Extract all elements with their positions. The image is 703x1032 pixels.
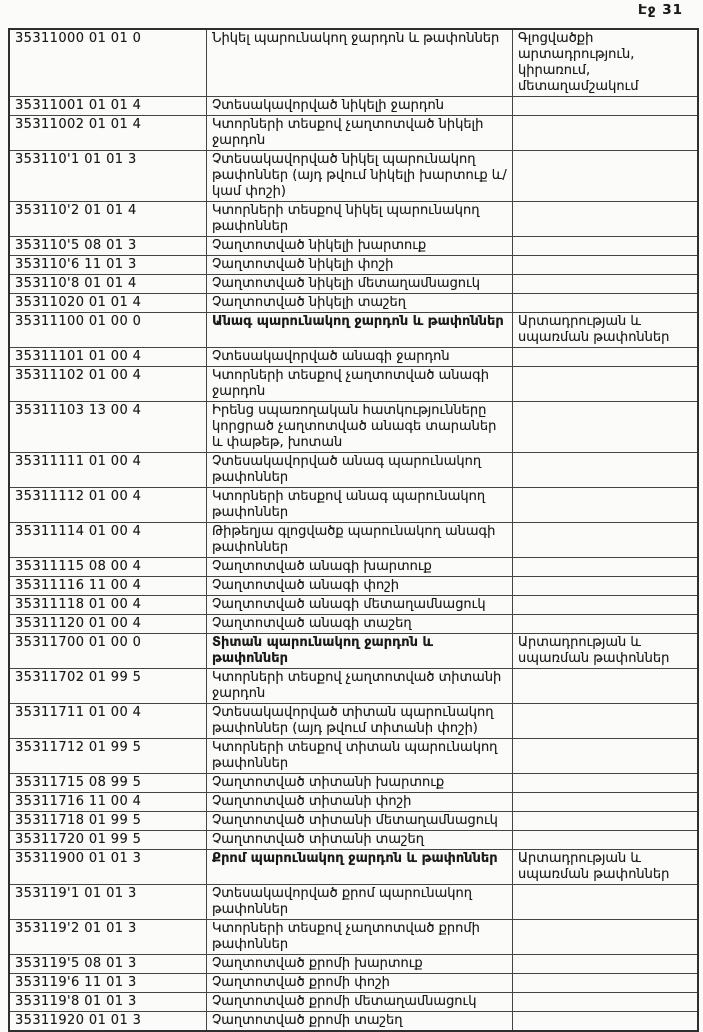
row-note-cell — [513, 367, 699, 402]
table-row — [9, 993, 698, 1012]
row-code-cell: 353119'2 01 01 3 — [9, 920, 207, 955]
row-code-cell: 353119'6 11 01 3 — [9, 974, 207, 993]
row-note-cell — [513, 488, 699, 523]
row-code-cell: 35311711 01 00 4 — [9, 704, 207, 739]
row-code-cell: 35311102 01 00 4 — [9, 367, 207, 402]
row-description-cell: Կտորների տեսքով չաղտոտված տիտանի ջարդոն — [207, 669, 513, 704]
row-note-cell — [513, 97, 699, 116]
row-description-cell: Նիկել պարունակող ջարդոն և թափոններ — [207, 29, 513, 97]
row-note-cell — [513, 831, 699, 850]
row-code-cell: 35311116 11 00 4 — [9, 577, 207, 596]
row-note-cell — [513, 402, 699, 453]
row-description-cell: Չաղտոտված անագի տաշեղ — [207, 615, 513, 634]
table-row — [9, 669, 698, 704]
table-row — [9, 523, 698, 558]
table-row — [9, 974, 698, 993]
row-code-cell: 353110'2 01 01 4 — [9, 202, 207, 237]
row-code-cell: 35311120 01 00 4 — [9, 615, 207, 634]
row-description-cell: Տիտան պարունակող ջարդոն և թափոններ — [207, 634, 513, 669]
row-note-cell — [513, 739, 699, 774]
row-code-cell: 35311700 01 00 0 — [9, 634, 207, 669]
row-code-cell: 353119'8 01 01 3 — [9, 993, 207, 1012]
row-note-cell: Գլոցվածքի արտադրություն, կիրառում, մետաղամշակում — [513, 29, 699, 97]
row-note-cell — [513, 955, 699, 974]
table-row — [9, 453, 698, 488]
waste-classification-table — [8, 28, 699, 1032]
table-body — [9, 29, 698, 1031]
row-note-cell — [513, 669, 699, 704]
row-code-cell: 353110'5 08 01 3 — [9, 237, 207, 256]
row-description-cell: Չտեսակավորված նիկելի ջարդոն — [207, 97, 513, 116]
table-row — [9, 29, 698, 97]
row-description-cell: Կտորների տեսքով անագ պարունակող թափոններ — [207, 488, 513, 523]
row-description-cell: Չաղտոտված քրոմի խարտուք — [207, 955, 513, 974]
table-row — [9, 256, 698, 275]
row-code-cell: 35311114 01 00 4 — [9, 523, 207, 558]
table-row — [9, 97, 698, 116]
row-description-cell: Թիթեղյա գլոցվածք պարունակող անագի թափոններ — [207, 523, 513, 558]
row-note-cell — [513, 202, 699, 237]
row-description-cell: Չաղտոտված անագի մետաղամնացուկ — [207, 596, 513, 615]
row-description-cell: Չաղտոտված անագի խարտուք — [207, 558, 513, 577]
row-note-cell — [513, 993, 699, 1012]
table-row — [9, 920, 698, 955]
row-note-cell — [513, 453, 699, 488]
row-code-cell: 353110'6 11 01 3 — [9, 256, 207, 275]
row-code-cell: 35311101 01 00 4 — [9, 348, 207, 367]
row-description-cell: Քրոմ պարունակող ջարդոն և թափոններ — [207, 850, 513, 885]
row-code-cell: 35311002 01 01 4 — [9, 116, 207, 151]
row-code-cell: 353110'8 01 01 4 — [9, 275, 207, 294]
row-description-cell: Չաղտոտված տիտանի փոշի — [207, 793, 513, 812]
row-description-cell: Կտորների տեսքով չաղտոտված նիկելի ջարդոն — [207, 116, 513, 151]
table-row — [9, 294, 698, 313]
row-description-cell: Չաղտոտված անագի փոշի — [207, 577, 513, 596]
row-description-cell: Չաղտոտված նիկելի մետաղամնացուկ — [207, 275, 513, 294]
row-note-cell — [513, 812, 699, 831]
row-description-cell: Չաղտոտված նիկելի խարտուք — [207, 237, 513, 256]
row-code-cell: 35311000 01 01 0 — [9, 29, 207, 97]
row-code-cell: 35311720 01 99 5 — [9, 831, 207, 850]
row-description-cell: Կտորների տեսքով նիկել պարունակող թափոններ — [207, 202, 513, 237]
row-note-cell — [513, 294, 699, 313]
table-row — [9, 488, 698, 523]
table-row — [9, 955, 698, 974]
table-row — [9, 202, 698, 237]
table-row — [9, 348, 698, 367]
row-description-cell: Չաղտոտված քրոմի փոշի — [207, 974, 513, 993]
row-note-cell — [513, 704, 699, 739]
table-row — [9, 793, 698, 812]
table-row — [9, 116, 698, 151]
row-note-cell — [513, 523, 699, 558]
row-description-cell: Կտորների տեսքով տիտան պարունակող թափոններ — [207, 739, 513, 774]
row-note-cell — [513, 1012, 699, 1032]
table-row — [9, 402, 698, 453]
row-code-cell: 35311020 01 01 4 — [9, 294, 207, 313]
row-note-cell — [513, 275, 699, 294]
row-note-cell — [513, 558, 699, 577]
row-description-cell: Կտորների տեսքով չաղտոտված քրոմի թափոններ — [207, 920, 513, 955]
row-note-cell — [513, 577, 699, 596]
row-description-cell: Չաղտոտված տիտանի մետաղամնացուկ — [207, 812, 513, 831]
table-row — [9, 739, 698, 774]
table-row — [9, 615, 698, 634]
row-note-cell — [513, 974, 699, 993]
row-note-cell — [513, 116, 699, 151]
row-description-cell: Կտորների տեսքով չաղտոտված անագի ջարդոն — [207, 367, 513, 402]
row-note-cell — [513, 793, 699, 812]
row-code-cell: 35311715 08 99 5 — [9, 774, 207, 793]
table-row — [9, 831, 698, 850]
row-description-cell: Չտեսակավորված նիկել պարունակող թափոններ (այդ թվում նիկելի խարտուք և/կամ փոշի) — [207, 151, 513, 202]
row-code-cell: 35311702 01 99 5 — [9, 669, 207, 704]
row-description-cell: Չաղտոտված նիկելի փոշի — [207, 256, 513, 275]
row-note-cell — [513, 596, 699, 615]
row-note-cell: Արտադրության և սպառման թափոններ — [513, 313, 699, 348]
row-note-cell: Արտադրության և սպառման թափոններ — [513, 850, 699, 885]
row-code-cell: 35311718 01 99 5 — [9, 812, 207, 831]
row-note-cell — [513, 774, 699, 793]
table-row — [9, 367, 698, 402]
row-note-cell — [513, 615, 699, 634]
row-description-cell: Իրենց սպառողական հատկությունները կորցրած չաղտոտված անագե տարաներ և փաթեթ, խոտան — [207, 402, 513, 453]
row-code-cell: 35311100 01 00 0 — [9, 313, 207, 348]
table-row — [9, 704, 698, 739]
row-description-cell: Չտեսակավորված տիտան պարունակող թափոններ (այդ թվում տիտանի փոշի) — [207, 704, 513, 739]
row-description-cell: Չաղտոտված տիտանի խարտուք — [207, 774, 513, 793]
row-note-cell — [513, 151, 699, 202]
row-description-cell: Չաղտոտված նիկելի տաշեղ — [207, 294, 513, 313]
row-code-cell: 35311920 01 01 3 — [9, 1012, 207, 1032]
row-description-cell: Չաղտոտված քրոմի մետաղամնացուկ — [207, 993, 513, 1012]
table-row — [9, 596, 698, 615]
table-row — [9, 313, 698, 348]
row-code-cell: 35311111 01 00 4 — [9, 453, 207, 488]
row-note-cell — [513, 920, 699, 955]
table-row — [9, 1012, 698, 1032]
table-row — [9, 885, 698, 920]
table-row — [9, 237, 698, 256]
row-code-cell: 35311716 11 00 4 — [9, 793, 207, 812]
row-code-cell: 35311103 13 00 4 — [9, 402, 207, 453]
row-code-cell: 353110'1 01 01 3 — [9, 151, 207, 202]
row-note-cell — [513, 348, 699, 367]
row-note-cell — [513, 885, 699, 920]
row-description-cell: Անագ պարունակող ջարդոն և թափոններ — [207, 313, 513, 348]
table-row — [9, 558, 698, 577]
page-number: Էջ 31 — [637, 2, 683, 18]
table-row — [9, 634, 698, 669]
table-row — [9, 577, 698, 596]
row-code-cell: 35311001 01 01 4 — [9, 97, 207, 116]
row-description-cell: Չտեսակավորված քրոմ պարունակող թափոններ — [207, 885, 513, 920]
row-code-cell: 35311900 01 01 3 — [9, 850, 207, 885]
table-row — [9, 850, 698, 885]
table-row — [9, 275, 698, 294]
row-code-cell: 35311112 01 00 4 — [9, 488, 207, 523]
row-code-cell: 35311712 01 99 5 — [9, 739, 207, 774]
table-row — [9, 774, 698, 793]
row-note-cell: Արտադրության և սպառման թափոններ — [513, 634, 699, 669]
table-row — [9, 812, 698, 831]
row-note-cell — [513, 256, 699, 275]
row-code-cell: 353119'1 01 01 3 — [9, 885, 207, 920]
row-code-cell: 35311118 01 00 4 — [9, 596, 207, 615]
table-row — [9, 151, 698, 202]
row-description-cell: Չաղտոտված քրոմի տաշեղ — [207, 1012, 513, 1032]
row-description-cell: Չաղտոտված տիտանի տաշեղ — [207, 831, 513, 850]
row-description-cell: Չտեսակավորված անագի ջարդոն — [207, 348, 513, 367]
row-description-cell: Չտեսակավորված անագ պարունակող թափոններ — [207, 453, 513, 488]
row-code-cell: 353119'5 08 01 3 — [9, 955, 207, 974]
row-note-cell — [513, 237, 699, 256]
row-code-cell: 35311115 08 00 4 — [9, 558, 207, 577]
